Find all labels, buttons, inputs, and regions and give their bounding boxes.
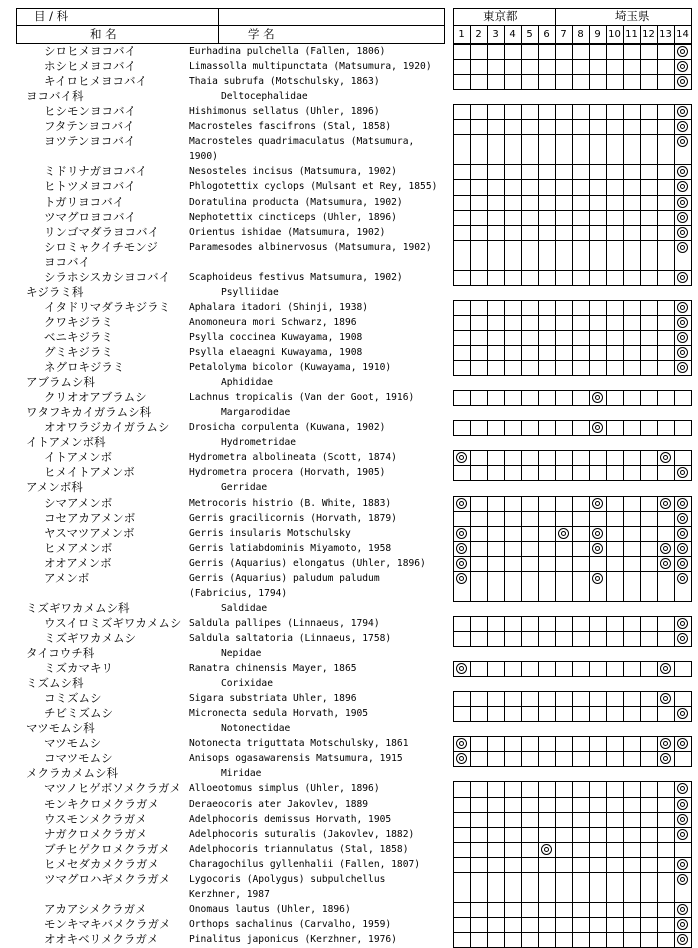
grid-column-line — [640, 420, 641, 435]
grid-column-line — [521, 496, 522, 601]
grid-column-line — [657, 496, 658, 601]
grid-column-line — [538, 390, 539, 405]
grid-column-line — [470, 691, 471, 721]
species-japanese-name-cont: ヨコバイ — [44, 254, 90, 269]
grid-column-line — [470, 104, 471, 285]
species-scientific-name: Nesosteles incisus (Matsumura, 1902) — [189, 166, 397, 178]
site-column-number: 14 — [676, 29, 689, 40]
grid-column-line — [640, 450, 641, 480]
grid-column-line — [589, 104, 590, 285]
species-scientific-name: Adelphocoris suturalis (Jakovlev, 1882) — [189, 828, 415, 840]
grid-column-line — [589, 691, 590, 721]
species-scientific-name: Macrosteles quadrimaculatus (Matsumura, — [189, 136, 415, 148]
grid-column-line — [674, 104, 675, 285]
grid-column-line — [538, 496, 539, 601]
site-column-number: 8 — [577, 29, 584, 40]
grid-column-line — [657, 450, 658, 480]
grid-column-line — [470, 781, 471, 947]
grid-column-line — [623, 450, 624, 480]
grid-column-line — [623, 420, 624, 435]
grid-column-line — [470, 496, 471, 601]
species-scientific-name: Adelphocoris demissus Horvath, 1905 — [189, 813, 392, 825]
site-column-number: 11 — [625, 29, 638, 40]
site-column-number: 3 — [492, 29, 499, 40]
grid-column-line — [555, 736, 556, 766]
species-japanese-name: ミドリナガヨコバイ — [44, 164, 148, 179]
grid-column-line — [623, 496, 624, 601]
species-japanese-name: ナガクロメクラガメ — [44, 826, 148, 841]
grid-column-line — [657, 420, 658, 435]
grid-column-line — [521, 691, 522, 721]
grid-column-line — [623, 390, 624, 405]
grid-column-line — [555, 300, 556, 375]
header-divider — [218, 8, 219, 44]
species-japanese-name: トガリヨコバイ — [44, 194, 125, 209]
species-scientific-name: Gerris insularis Motschulsky — [189, 527, 351, 539]
grid-column-line — [640, 736, 641, 766]
species-japanese-name: ヒシモンヨコバイ — [44, 104, 136, 119]
grid-column-line — [538, 661, 539, 676]
species-japanese-name: ベニキジラミ — [44, 329, 113, 344]
grid-column-line — [640, 616, 641, 646]
grid-column-line — [623, 104, 624, 285]
grid-column-line — [470, 300, 471, 375]
grid-column-line — [572, 450, 573, 480]
grid-column-line — [640, 781, 641, 947]
family-japanese-name: ヨコバイ科 — [26, 89, 84, 104]
grid-column-line — [572, 44, 573, 89]
grid-column-line — [674, 616, 675, 646]
site-column-number: 10 — [608, 29, 621, 40]
site-column-number: 13 — [659, 29, 672, 40]
grid-column-line — [623, 300, 624, 375]
species-scientific-name: Gerris (Aquarius) paludum paludum — [189, 572, 380, 584]
grid-column-line — [640, 390, 641, 405]
grid-column-line — [606, 781, 607, 947]
grid-column-line — [640, 661, 641, 676]
grid-column-line — [674, 420, 675, 435]
species-japanese-name: モンキクロメクラガメ — [44, 796, 159, 811]
grid-column-line — [555, 104, 556, 285]
grid-column-line — [623, 736, 624, 766]
header-scientific-name: 学 名 — [248, 27, 275, 41]
header-japanese-name: 和 名 — [90, 27, 117, 41]
grid-column-line — [606, 104, 607, 285]
species-japanese-name: ヤスマツアメンボ — [44, 525, 135, 540]
species-japanese-name: ホシヒメヨコバイ — [44, 59, 136, 74]
species-scientific-name-cont: (Fabricius, 1794) — [189, 587, 288, 599]
species-scientific-name: Hydrometra procera (Horvath, 1905) — [189, 467, 386, 479]
species-scientific-name: Orthops sachalinus (Carvalho, 1959) — [189, 918, 392, 930]
grid-column-line — [470, 44, 471, 89]
grid-column-line — [487, 736, 488, 766]
grid-column-line — [504, 104, 505, 285]
grid-column-line — [538, 300, 539, 375]
grid-column-line — [470, 616, 471, 646]
grid-column-line — [487, 781, 488, 947]
family-scientific-name: Notonectidae — [221, 723, 291, 735]
species-scientific-name: Lachnus tropicalis (Van der Goot, 1916) — [189, 392, 415, 404]
family-japanese-name: ミズムシ科 — [26, 676, 84, 691]
grid-column-line — [487, 300, 488, 375]
site-column-number: 12 — [642, 29, 655, 40]
site-column-number: 6 — [543, 29, 550, 40]
grid-column-line — [674, 390, 675, 405]
family-japanese-name: アブラムシ科 — [26, 375, 95, 390]
species-scientific-name: Drosicha corpulenta (Kuwana, 1902) — [189, 422, 386, 434]
species-scientific-name: Saldula pallipes (Linnaeus, 1794) — [189, 617, 380, 629]
header-divider — [16, 25, 445, 26]
species-scientific-name: Anomoneura mori Schwarz, 1896 — [189, 316, 357, 328]
species-scientific-name: Eurhadina pulchella (Fallen, 1806) — [189, 46, 386, 57]
species-japanese-name: ネグロキジラミ — [44, 360, 125, 375]
family-japanese-name: イトアメンボ科 — [26, 435, 106, 450]
grid-column-line — [555, 420, 556, 435]
grid-column-line — [640, 104, 641, 285]
species-scientific-name: Gerris gracilicornis (Horvath, 1879) — [189, 512, 397, 524]
grid-column-line — [674, 661, 675, 676]
grid-column-line — [487, 390, 488, 405]
grid-column-line — [504, 44, 505, 89]
grid-column-line — [504, 450, 505, 480]
species-japanese-name: アカアシメクラガメ — [44, 901, 147, 916]
grid-column-line — [623, 781, 624, 947]
grid-column-line — [487, 691, 488, 721]
grid-column-line — [589, 496, 590, 601]
grid-column-line — [606, 300, 607, 375]
family-scientific-name: Margarodidae — [221, 407, 291, 419]
grid-column-line — [589, 390, 590, 405]
species-japanese-name: クリオオアブラムシ — [44, 390, 147, 405]
species-japanese-name: オオアメンボ — [44, 555, 112, 570]
grid-column-line — [521, 616, 522, 646]
grid-column-line — [470, 420, 471, 435]
species-scientific-name: Sigara substriata Uhler, 1896 — [189, 693, 357, 705]
grid-column-line — [606, 616, 607, 646]
grid-column-line — [487, 616, 488, 646]
grid-column-line — [606, 44, 607, 89]
family-japanese-name: キジラミ科 — [26, 284, 84, 299]
region-tokyo-label: 東京都 — [483, 9, 518, 23]
species-scientific-name: Hishimonus sellatus (Uhler, 1896) — [189, 106, 380, 118]
grid-column-line — [572, 104, 573, 285]
grid-column-line — [521, 420, 522, 435]
species-japanese-name: ヒメイトアメンボ — [44, 465, 135, 480]
species-scientific-name: Limassolla multipunctata (Matsumura, 1920) — [189, 61, 432, 73]
grid-column-line — [640, 691, 641, 721]
grid-column-line — [572, 496, 573, 601]
grid-column-line — [538, 691, 539, 721]
species-japanese-name: ツマグロヨコバイ — [44, 209, 136, 224]
grid-column-line — [572, 616, 573, 646]
grid-column-line — [555, 616, 556, 646]
grid-column-line — [555, 661, 556, 676]
family-scientific-name: Gerridae — [221, 482, 268, 494]
grid-column-line — [606, 691, 607, 721]
grid-column-line — [589, 616, 590, 646]
species-scientific-name: Saldula saltatoria (Linnaeus, 1758) — [189, 632, 392, 644]
grid-column-line — [504, 300, 505, 375]
species-scientific-name: Macrosteles fascifrons (Stal, 1858) — [189, 121, 392, 133]
grid-column-line — [572, 420, 573, 435]
grid-column-line — [572, 781, 573, 947]
grid-column-line — [487, 496, 488, 601]
grid-column-line — [555, 691, 556, 721]
grid-column-line — [623, 661, 624, 676]
species-japanese-name: リンゴマダラヨコバイ — [44, 224, 159, 239]
family-japanese-name: ミズギワカメムシ科 — [26, 600, 130, 615]
species-scientific-name: Phlogotettix cyclops (Mulsant et Rey, 1855) — [189, 181, 438, 193]
grid-column-line — [521, 390, 522, 405]
grid-column-line — [640, 496, 641, 601]
species-japanese-name: マツモムシ — [44, 736, 102, 751]
grid-column-line — [657, 736, 658, 766]
grid-column-line — [674, 44, 675, 89]
site-column-number: 7 — [560, 29, 567, 40]
grid-column-line — [623, 44, 624, 89]
grid-column-line — [555, 496, 556, 601]
species-japanese-name: コセアカアメンボ — [44, 510, 136, 525]
grid-column-line — [589, 781, 590, 947]
grid-column-line — [538, 781, 539, 947]
family-scientific-name: Saldidae — [221, 602, 268, 614]
grid-column-line — [521, 450, 522, 480]
species-japanese-name: マツノヒゲボソメクラガメ — [44, 781, 181, 796]
grid-column-line — [470, 736, 471, 766]
species-scientific-name: Notonecta triguttata Motschulsky, 1861 — [189, 738, 409, 750]
family-scientific-name: Psylliidae — [221, 286, 279, 298]
grid-column-line — [538, 104, 539, 285]
grid-column-line — [555, 450, 556, 480]
grid-column-line — [521, 44, 522, 89]
grid-column-line — [674, 496, 675, 601]
species-japanese-name: シマアメンボ — [44, 495, 113, 510]
grid-column-line — [623, 616, 624, 646]
species-scientific-name: Psylla coccinea Kuwayama, 1908 — [189, 331, 363, 343]
grid-column-line — [572, 691, 573, 721]
species-scientific-name: Metrocoris histrio (B. White, 1883) — [189, 497, 392, 509]
site-column-number: 1 — [458, 29, 465, 40]
species-scientific-name: Alloeotomus simplus (Uhler, 1896) — [189, 783, 380, 795]
grid-column-line — [606, 450, 607, 480]
grid-column-line — [606, 661, 607, 676]
grid-column-line — [657, 781, 658, 947]
grid-column-line — [589, 450, 590, 480]
species-scientific-name: Scaphoideus festivus Matsumura, 1902) — [189, 271, 403, 283]
species-japanese-name: オオワラジカイガラムシ — [44, 420, 170, 435]
family-scientific-name: Hydrometridae — [221, 437, 297, 449]
species-japanese-name: ヨツテンヨコバイ — [44, 134, 136, 149]
grid-column-line — [504, 781, 505, 947]
family-scientific-name: Nepidae — [221, 648, 262, 659]
species-japanese-name: コマツモムシ — [44, 751, 113, 766]
grid-column-line — [555, 44, 556, 89]
species-japanese-name: イタドリマダラキジラミ — [44, 299, 171, 314]
grid-column-line — [504, 390, 505, 405]
family-japanese-name: ワタフキカイガラムシ科 — [26, 405, 152, 420]
grid-column-line — [504, 420, 505, 435]
grid-column-line — [572, 300, 573, 375]
grid-column-line — [521, 104, 522, 285]
grid-column-line — [504, 691, 505, 721]
grid-column-line — [487, 44, 488, 89]
grid-column-line — [606, 420, 607, 435]
grid-column-line — [623, 691, 624, 721]
species-japanese-name: シラホシスカシヨコバイ — [44, 269, 171, 284]
header-label-box — [16, 8, 445, 44]
grid-column-line — [538, 616, 539, 646]
grid-column-line — [538, 450, 539, 480]
grid-column-line — [487, 420, 488, 435]
grid-column-line — [674, 781, 675, 947]
grid-column-line — [606, 496, 607, 601]
family-japanese-name: マツモムシ科 — [26, 721, 95, 736]
species-japanese-name: ヒメセダカメクラガメ — [44, 856, 159, 871]
grid-column-line — [521, 300, 522, 375]
grid-column-line — [640, 300, 641, 375]
species-scientific-name-cont: Kerzhner, 1987 — [189, 888, 270, 900]
species-japanese-name: フタテンヨコバイ — [44, 119, 135, 134]
header-order-family: 目 / 科 — [34, 9, 69, 23]
species-japanese-name: ウスモンメクラガメ — [44, 811, 147, 826]
species-japanese-name: クワキジラミ — [44, 314, 113, 329]
species-scientific-name: Doratulina producta (Matsumura, 1902) — [189, 196, 403, 208]
species-scientific-name: Orientus ishidae (Matsumura, 1902) — [189, 226, 386, 238]
grid-column-line — [538, 44, 539, 89]
species-scientific-name-cont: 1900) — [189, 151, 218, 163]
species-scientific-name: Pinalitus japonicus (Kerzhner, 1976) — [189, 933, 397, 945]
species-scientific-name: Paramesodes albinervosus (Matsumura, 1902) — [189, 241, 432, 253]
grid-column-line — [589, 420, 590, 435]
species-japanese-name: ツマグロハギメクラガメ — [44, 871, 171, 886]
site-column-number: 4 — [509, 29, 516, 40]
species-scientific-name: Aphalara itadori (Shinji, 1938) — [189, 301, 369, 313]
grid-column-line — [674, 736, 675, 766]
family-scientific-name: Deltocephalidae — [221, 91, 308, 103]
species-japanese-name: チビミズムシ — [44, 706, 113, 721]
site-column-number: 9 — [594, 29, 601, 40]
species-japanese-name: シロミャクイチモンジ — [44, 239, 158, 254]
grid-column-line — [657, 300, 658, 375]
family-japanese-name: アメンボ科 — [26, 480, 83, 495]
grid-column-line — [470, 661, 471, 676]
species-japanese-name: グミキジラミ — [44, 345, 113, 359]
species-scientific-name: Gerris latiabdominis Miyamoto, 1958 — [189, 542, 392, 554]
species-scientific-name: Petalolyma bicolor (Kuwayama, 1910) — [189, 362, 392, 374]
species-japanese-name: モンキマキバメクラガメ — [44, 916, 171, 931]
species-scientific-name: Nephotettix cincticeps (Uhler, 1896) — [189, 211, 397, 223]
grid-column-line — [487, 661, 488, 676]
grid-column-line — [572, 736, 573, 766]
family-scientific-name: Miridae — [221, 768, 262, 780]
grid-column-line — [521, 736, 522, 766]
grid-column-line — [657, 104, 658, 285]
species-scientific-name: Ranatra chinensis Mayer, 1865 — [189, 663, 357, 675]
species-scientific-name: Charagochilus gyllenhalii (Fallen, 1807) — [189, 858, 421, 870]
species-japanese-name: アメンボ — [44, 570, 90, 585]
species-japanese-name: キイロヒメヨコバイ — [44, 74, 148, 89]
grid-column-line — [589, 736, 590, 766]
grid-column-line — [470, 450, 471, 480]
grid-column-line — [555, 390, 556, 405]
grid-column-line — [521, 661, 522, 676]
species-japanese-name: オオキベリメクラガメ — [44, 931, 159, 946]
grid-column-line — [521, 781, 522, 947]
grid-column-line — [589, 44, 590, 89]
grid-column-line — [674, 300, 675, 375]
grid-column-line — [589, 661, 590, 676]
grid-column-line — [572, 661, 573, 676]
species-japanese-name: ブチヒゲクロメクラガメ — [44, 841, 171, 856]
site-column-number: 2 — [475, 29, 482, 40]
grid-column-line — [674, 691, 675, 721]
species-japanese-name: コミズムシ — [44, 691, 102, 706]
species-japanese-name: イトアメンボ — [44, 450, 112, 465]
grid-column-line — [657, 44, 658, 89]
species-scientific-name: Lygocoris (Apolygus) subpulchellus — [189, 873, 386, 885]
species-japanese-name: ミズカマキリ — [44, 661, 113, 676]
species-scientific-name: Gerris (Aquarius) elongatus (Uhler, 1896) — [189, 557, 426, 569]
species-japanese-name: ヒメアメンボ — [44, 540, 113, 555]
species-scientific-name: Deraeocoris ater Jakovlev, 1889 — [189, 798, 369, 810]
grid-column-line — [555, 781, 556, 947]
grid-column-line — [657, 691, 658, 721]
grid-column-line — [538, 736, 539, 766]
species-scientific-name: Adelphocoris triannulatus (Stal, 1858) — [189, 843, 409, 855]
grid-column-line — [606, 390, 607, 405]
grid-column-line — [504, 736, 505, 766]
family-japanese-name: メクラカメムシ科 — [26, 766, 118, 781]
region-saitama-label: 埼玉県 — [615, 9, 650, 23]
grid-column-line — [538, 420, 539, 435]
grid-column-line — [504, 496, 505, 601]
family-scientific-name: Corixidae — [221, 678, 273, 690]
grid-column-line — [504, 661, 505, 676]
grid-column-line — [657, 616, 658, 646]
species-scientific-name: Psylla elaeagni Kuwayama, 1908 — [189, 347, 363, 358]
grid-column-line — [606, 736, 607, 766]
grid-column-line — [657, 661, 658, 676]
species-japanese-name: ヒトツメヨコバイ — [44, 179, 136, 194]
site-column-number: 5 — [526, 29, 533, 40]
grid-column-line — [487, 450, 488, 480]
species-scientific-name: Anisops ogasawarensis Matsumura, 1915 — [189, 753, 403, 765]
grid-column-line — [640, 44, 641, 89]
grid-column-line — [572, 390, 573, 405]
grid-column-line — [470, 390, 471, 405]
species-japanese-name: ミズギワカメムシ — [44, 630, 136, 645]
grid-column-line — [487, 104, 488, 285]
grid-column-line — [504, 616, 505, 646]
species-scientific-name: Thaia subrufa (Motschulsky, 1863) — [189, 76, 380, 88]
species-scientific-name: Hydrometra albolineata (Scott, 1874) — [189, 452, 397, 464]
grid-column-line — [657, 390, 658, 405]
species-scientific-name: Micronecta sedula Horvath, 1905 — [189, 708, 369, 720]
grid-column-line — [674, 450, 675, 480]
family-scientific-name: Aphididae — [221, 377, 273, 389]
species-scientific-name: Onomaus lautus (Uhler, 1896) — [189, 903, 351, 915]
family-japanese-name: タイコウチ科 — [26, 646, 95, 660]
grid-column-line — [589, 300, 590, 375]
region-divider — [555, 8, 556, 25]
species-japanese-name: シロヒメヨコバイ — [44, 44, 136, 58]
species-japanese-name: ウスイロミズギワカメムシ — [44, 615, 182, 630]
